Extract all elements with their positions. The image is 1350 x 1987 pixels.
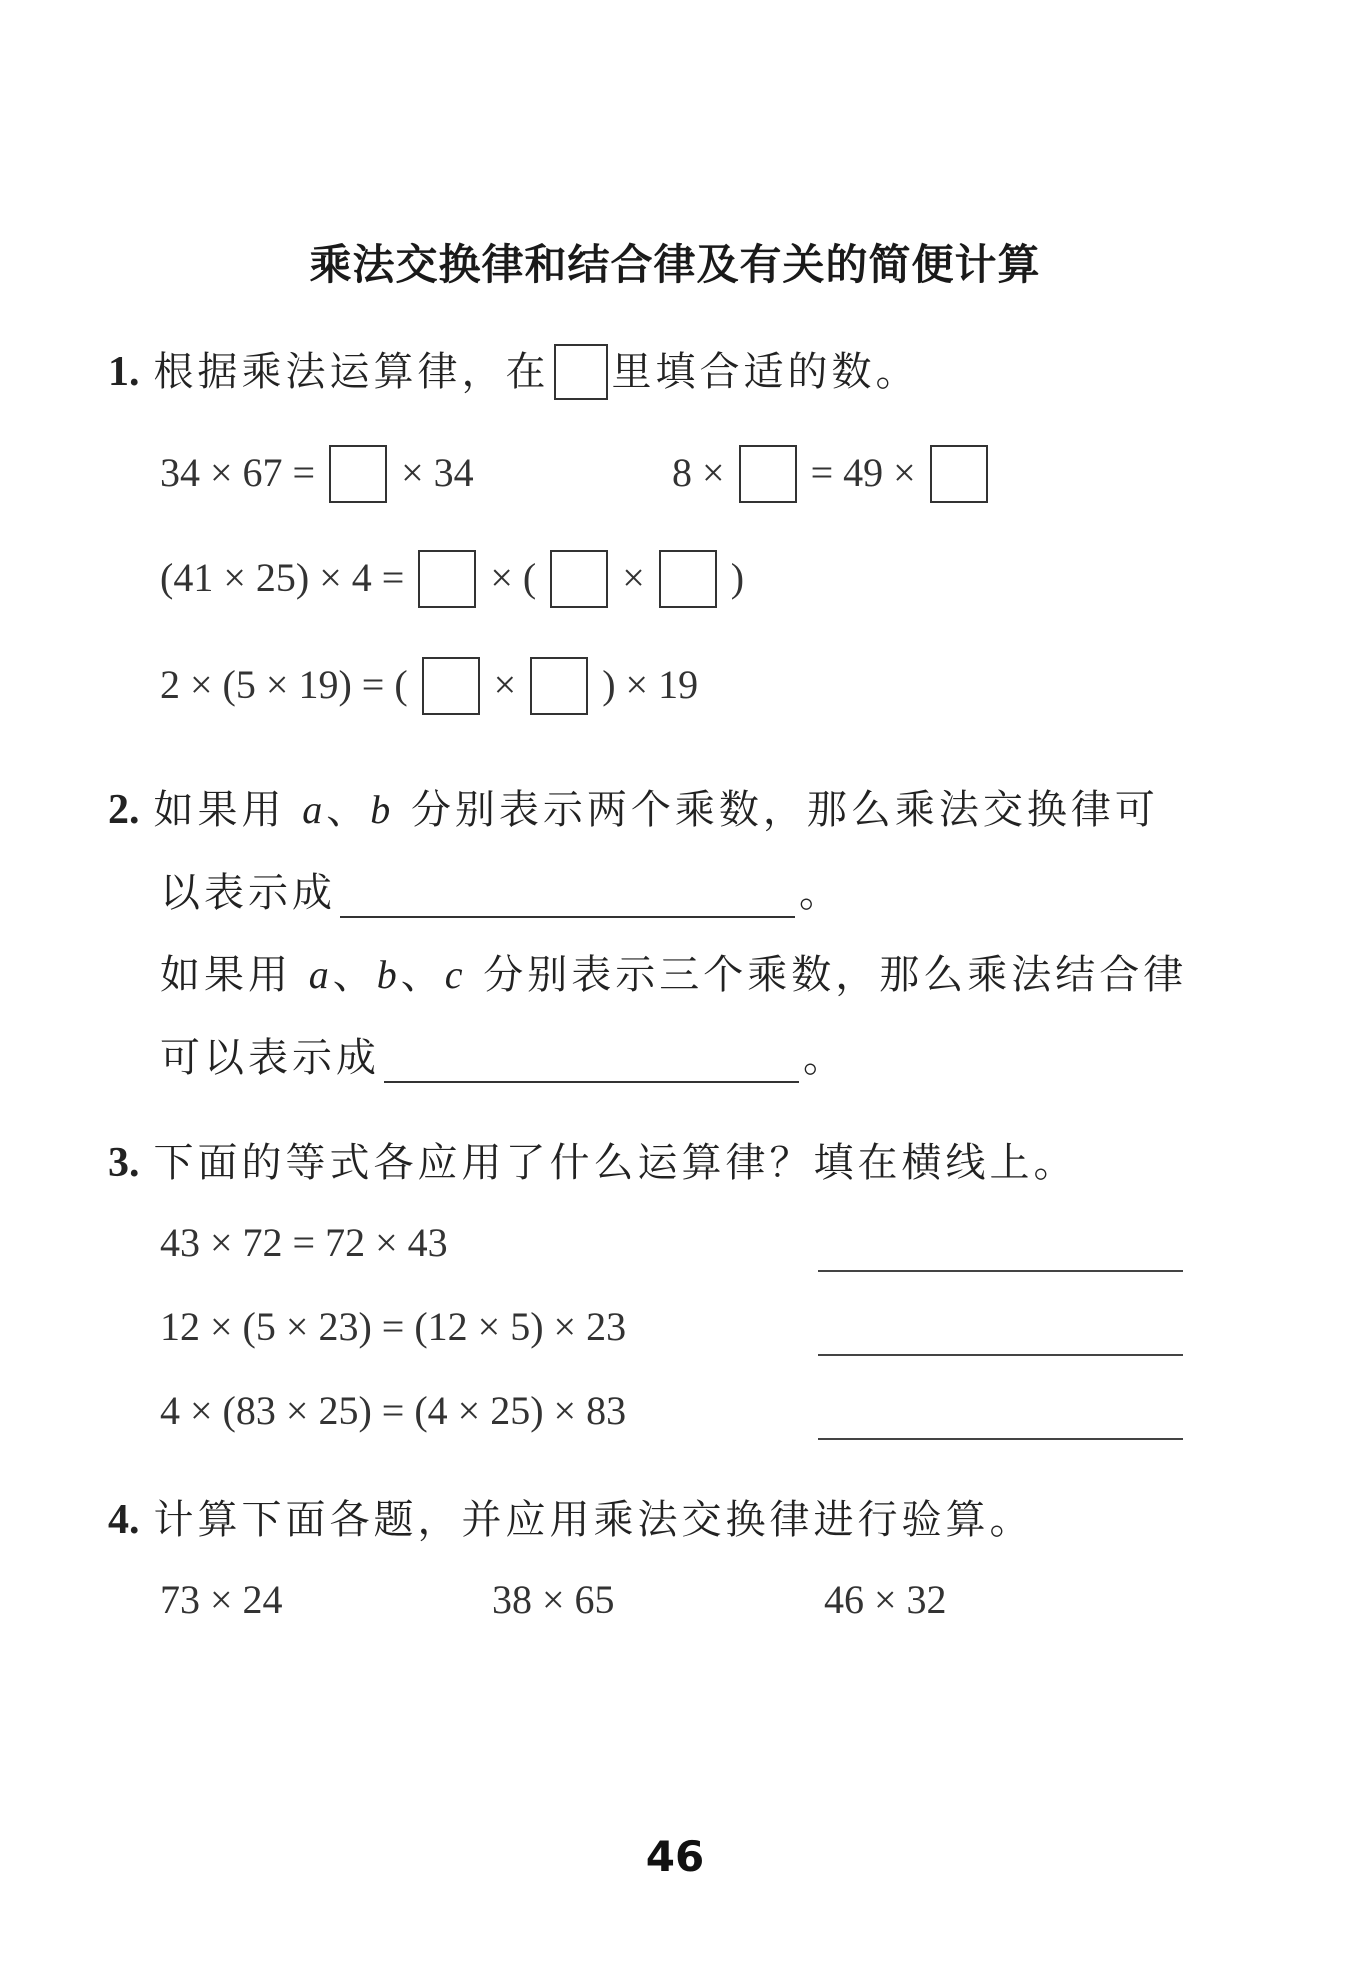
q1-equation-2: 8 × = 49 × <box>672 448 992 506</box>
q1-equation-1: 34 × 67 = × 34 <box>160 448 474 506</box>
q3-equation-2: 12 × (5 × 23) = (12 × 5) × 23 <box>160 1304 627 1349</box>
answer-underline[interactable] <box>340 870 795 918</box>
question-2-line-3: 如果用 a、b、c 分别表示三个乘数，那么乘法结合律 <box>160 952 1188 998</box>
question-1-prompt: 1. 根据乘法运算律，在 里填合适的数。 <box>108 347 920 403</box>
question-3-number: 3. <box>108 1140 140 1186</box>
question-4-number: 4. <box>108 1497 140 1543</box>
q3-answer-line-3[interactable] <box>818 1438 1183 1440</box>
question-2-line-1: 2. 如果用 a、b 分别表示两个乘数，那么乘法交换律可 <box>108 787 1159 833</box>
question-2-line-2: 以表示成 。 <box>160 870 843 916</box>
question-2-line-4: 可以表示成 。 <box>160 1035 847 1081</box>
q1-equation-3: (41 × 25) × 4 = × ( × ) <box>160 553 744 611</box>
q4-problem-3: 46 × 32 <box>824 1577 947 1622</box>
answer-box[interactable] <box>530 657 588 715</box>
q3-equation-1: 43 × 72 = 72 × 43 <box>160 1220 448 1265</box>
example-blank-box <box>554 344 608 400</box>
question-3-prompt: 3. 下面的等式各应用了什么运算律？填在横线上。 <box>108 1140 1078 1186</box>
q3-answer-line-1[interactable] <box>818 1270 1183 1272</box>
answer-box[interactable] <box>930 445 988 503</box>
q4-problem-1: 73 × 24 <box>160 1577 283 1622</box>
q4-problem-2: 38 × 65 <box>492 1577 615 1622</box>
answer-box[interactable] <box>550 550 608 608</box>
answer-box[interactable] <box>422 657 480 715</box>
answer-box[interactable] <box>739 445 797 503</box>
page-number: 46 <box>645 1832 705 1881</box>
question-2-number: 2. <box>108 787 140 833</box>
q3-answer-line-2[interactable] <box>818 1354 1183 1356</box>
answer-box[interactable] <box>659 550 717 608</box>
q1-equation-4: 2 × (5 × 19) = ( × ) × 19 <box>160 660 698 718</box>
answer-underline[interactable] <box>384 1035 799 1083</box>
answer-box[interactable] <box>418 550 476 608</box>
q3-equation-3: 4 × (83 × 25) = (4 × 25) × 83 <box>160 1388 627 1433</box>
question-4-prompt: 4. 计算下面各题，并应用乘法交换律进行验算。 <box>108 1497 1034 1543</box>
question-1-number: 1. <box>108 349 140 395</box>
page-title: 乘法交换律和结合律及有关的简便计算 <box>309 240 1041 289</box>
answer-box[interactable] <box>329 445 387 503</box>
